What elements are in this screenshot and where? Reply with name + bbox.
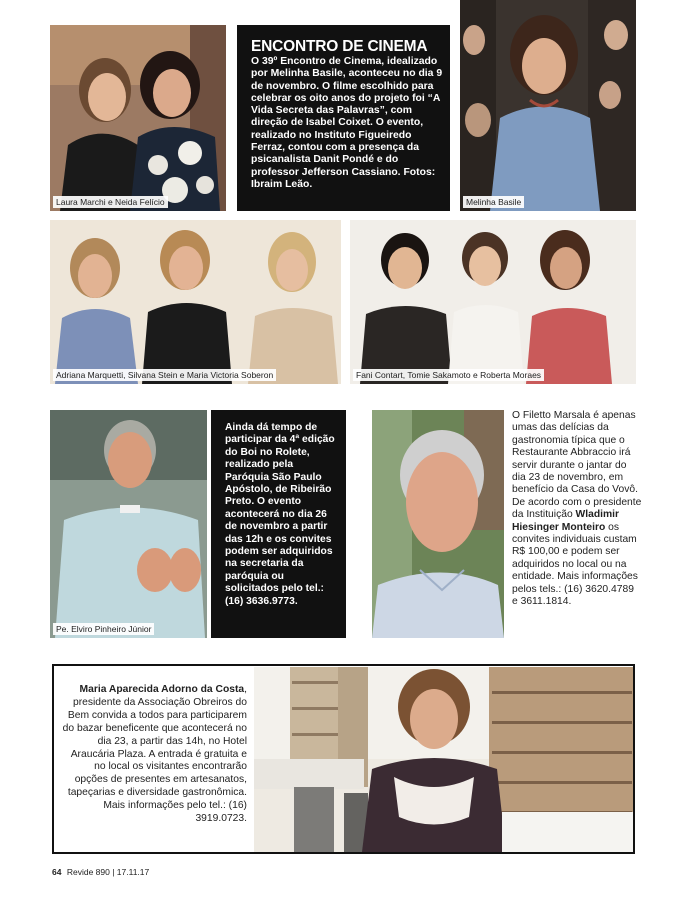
photo-fani-tomie-roberta bbox=[350, 220, 636, 384]
photo-wladimir-image bbox=[372, 410, 504, 638]
photo-melinha bbox=[460, 0, 636, 211]
caption-laura-neida: Laura Marchi e Neida Felício bbox=[53, 196, 168, 208]
cinema-info-box bbox=[237, 25, 450, 211]
footer-info: Revide 890 | 17.11.17 bbox=[66, 867, 150, 877]
page-footer bbox=[52, 867, 149, 877]
filetto-text-before: O Filetto Marsala é apenas umas das delícias da gastronomia típica que o Restaurante Abbraccio irá servir durante o jantar do dia 23 de novembro, em benefício da Casa do Vovô. De acordo com o presidente da Instituição bbox=[512, 410, 642, 521]
photo-elviro-image bbox=[50, 410, 207, 638]
cinema-text: O 39º Encontro de Cinema, idealizado por Melinha Basile, aconteceu no dia 9 de novembro. O filme escolhido para celebrar os oito anos do projeto foi “A Vida Secreta das Palavras”, com direção de Isabel Coixet. O evento, realizado no Instituto Figueiredo Ferraz, contou com a presença da psicanalista Danit Pondé e do professor Jefferson Cassiano. Fotos: Ibraim Leão. bbox=[251, 56, 443, 190]
photo-maria-aparecida-image bbox=[254, 667, 633, 852]
caption-adriana-silvana-maria: Adriana Marquetti, Silvana Stein e Maria Victoria Soberon bbox=[53, 369, 276, 381]
photo-adriana-silvana-maria-image bbox=[50, 220, 341, 384]
filetto-name: Wladimir Hiesinger Monteiro bbox=[512, 509, 620, 533]
photo-adriana-silvana-maria bbox=[50, 220, 341, 384]
bazar-body: , presidente da Associação Obreiros do Bem convida a todos para participarem do bazar beneficente que acontecerá no dia 23, a partir das 14h, no Hotel Araucária Plaza. A entrada é gratuita e no local os visitantes encontrarão opções de presentes em artesanatos, tapeçarias e diversidade gastronômica. Mais informações pelo tel.: (16) 3919.0723. bbox=[62, 684, 247, 825]
photo-laura-neida bbox=[50, 25, 226, 211]
cinema-title: ENCONTRO DE CINEMA bbox=[251, 38, 428, 55]
photo-elviro bbox=[50, 410, 207, 638]
bazar-text bbox=[60, 684, 247, 826]
photo-laura-neida-image bbox=[50, 25, 226, 211]
caption-fani-tomie-roberta: Fani Contart, Tomie Sakamoto e Roberta Moraes bbox=[353, 369, 544, 381]
filetto-text bbox=[512, 410, 642, 609]
boi-info-box bbox=[211, 410, 346, 638]
photo-maria-aparecida bbox=[254, 667, 633, 852]
caption-melinha: Melinha Basile bbox=[463, 196, 524, 208]
page-number: 64 bbox=[52, 867, 62, 877]
boi-text: Ainda dá tempo de participar da 4ª edição do Boi no Rolete, realizado pela Paróquia São Paulo Apóstolo, de Ribeirão Preto. O evento acontecerá no dia 26 de novembro a partir das 12h e os convites podem ser adquiridos na secretaria da paróquia ou solicitados pelo tel.: (16) 3636.9773. bbox=[225, 422, 335, 607]
photo-wladimir bbox=[372, 410, 504, 638]
caption-elviro: Pe. Elviro Pinheiro Júnior bbox=[53, 623, 154, 635]
photo-fani-tomie-roberta-image bbox=[350, 220, 636, 384]
bazar-name: Maria Aparecida Adorno da Costa bbox=[79, 684, 245, 695]
photo-melinha-image bbox=[460, 0, 636, 211]
filetto-text-after: os convites individuais custam R$ 100,00 e podem ser adquiridos no local ou na entidade. Mais informações pelos tels.: (16) 3620.4789 e 3611.1814. bbox=[512, 521, 638, 608]
